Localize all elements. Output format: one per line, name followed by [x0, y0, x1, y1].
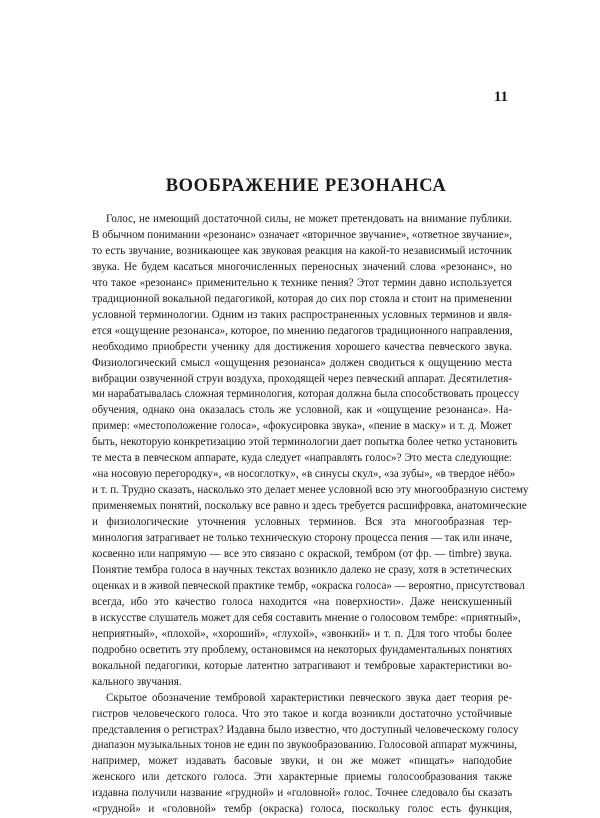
text-line: ми нарабатывалась сложная терминология, которая должна была способствовать процессу	[92, 388, 520, 401]
paragraph-1	[92, 212, 529, 691]
text-line: быть, некоторую конкретизацию этой терминологии дает попытка более четко установить	[92, 436, 518, 449]
text-line: и физиологические уточнения условных терминов. Вся эта многообразная тер-	[92, 516, 512, 529]
page-number: 11	[493, 89, 508, 105]
text-line: Скрытое обозначение тембровой характеристики певческого звука дает теория ре-	[106, 691, 512, 704]
text-line: традиционной вокальной педагогикой, которая до сих пор стояла и стоит на применении	[92, 292, 512, 305]
text-line: издавна получили название «грудной» и «головной» голос. Точнее следовало бы сказать	[92, 787, 512, 800]
text-line: ется «ощущение резонанса», которое, по мнению педагогов традиционного направления,	[92, 324, 513, 337]
chapter-title: ВООБРАЖЕНИЕ РЕЗОНАНСА	[165, 176, 447, 196]
text-line: те места в певческом аппарате, куда следует «направлять голос»? Это места следующие:	[92, 452, 512, 465]
text-line: минология затрагивает не только техническую сторону процесса пения — так или иначе,	[92, 532, 513, 545]
text-line: Физиологический смысл «ощущения резонанса» должен сводиться к ощущению места	[92, 356, 512, 369]
paragraph-2	[92, 691, 519, 818]
text-line: обучения, однако она оказалась столь же условной, как и «ощущение резонанса». На-	[92, 404, 512, 417]
text-line: представления о регистрах? Издавна было известно, что доступный человеческому голосу	[92, 723, 519, 736]
text-line: «грудной» и «головной» тембр (окраска) голоса, поскольку голос есть функция,	[92, 803, 512, 816]
text-line: неприятный», «плохой», «хороший», «глухой», «звонкий» и т. п. Для того чтобы более	[92, 627, 512, 640]
text-line: кального звучания.	[92, 675, 182, 688]
text-line: звука. Не будем касаться многочисленных переносных значений слова «резонанс», но	[92, 260, 512, 273]
text-line: применяемых понятий, поскольку все равно и здесь требуется расшифровка, анатомические	[92, 500, 527, 513]
text-line: подробно осветить эту проблему, остановимся на некоторых фундаментальных понятиях	[92, 643, 513, 656]
text-line: и т. п. Трудно сказать, насколько это делает менее условной всю эту многообразную систему	[92, 484, 529, 497]
text-line: вокальной педагогики, которые латентно затрагивают и тембровые характеристики во-	[92, 659, 512, 672]
text-line: В обычном понимании «резонанс» означает «вторичное звучание», «ответное звучание»,	[92, 228, 512, 241]
text-line: в искусстве слушатель может для себя составить мнение о голосовом тембре: «приятный»,	[92, 611, 521, 624]
text-line: гистров человеческого голоса. Что это такое и когда возникли достаточно устойчивые	[92, 707, 512, 720]
text-line: косвенно или напрямую — все это связано с окраской, тембром (от фр. — timbre) звука.	[92, 548, 512, 561]
text-line: всегда, ибо это качество голоса находится «на поверхности». Даже неискушенный	[92, 595, 512, 608]
text-line: Понятие тембра голоса в научных текстах возникло далеко не сразу, хотя в эстетических	[92, 563, 512, 576]
text-line: диапазон музыкальных тонов не един по звукообразованию. Голосовой аппарат мужчины,	[92, 739, 518, 752]
text-line: что такое «резонанс» применительно к технике пения? Этот термин давно используется	[92, 276, 512, 289]
text-line: женского или детского голоса. Эти характерные приемы голосообразования также	[92, 771, 512, 784]
text-line: то есть звучание, возникающее как звуковая реакция на какой-то независимый источник	[92, 244, 512, 257]
text-line: вибрации озвученной струи воздуха, проходящей через певческий аппарат. Десятилетия-	[92, 372, 512, 385]
body-text	[92, 212, 529, 818]
text-line: «на носовую перегородку», «в носоглотку», «в синусы скул», «за зубы», «в твердое нёбо»	[92, 468, 516, 481]
text-line: например, может издавать басовые звуки, и он же может «пищать» наподобие	[92, 755, 512, 768]
text-line: оценках и в живой певческой практике тембр, «окраска голоса» — вероятно, присутствовал	[92, 579, 525, 592]
text-line: Голос, не имеющий достаточной силы, не может претендовать на внимание публики.	[106, 213, 512, 225]
text-line: необходимо приобрести ученику для достижения хорошего качества певческого звука.	[92, 340, 512, 353]
text-line: условной терминологии. Одним из таких распространенных условных терминов и явля-	[92, 308, 512, 321]
text-line: пример: «местоположение голоса», «фокусировка звука», «пение в маску» и т. д. Может	[92, 420, 512, 433]
